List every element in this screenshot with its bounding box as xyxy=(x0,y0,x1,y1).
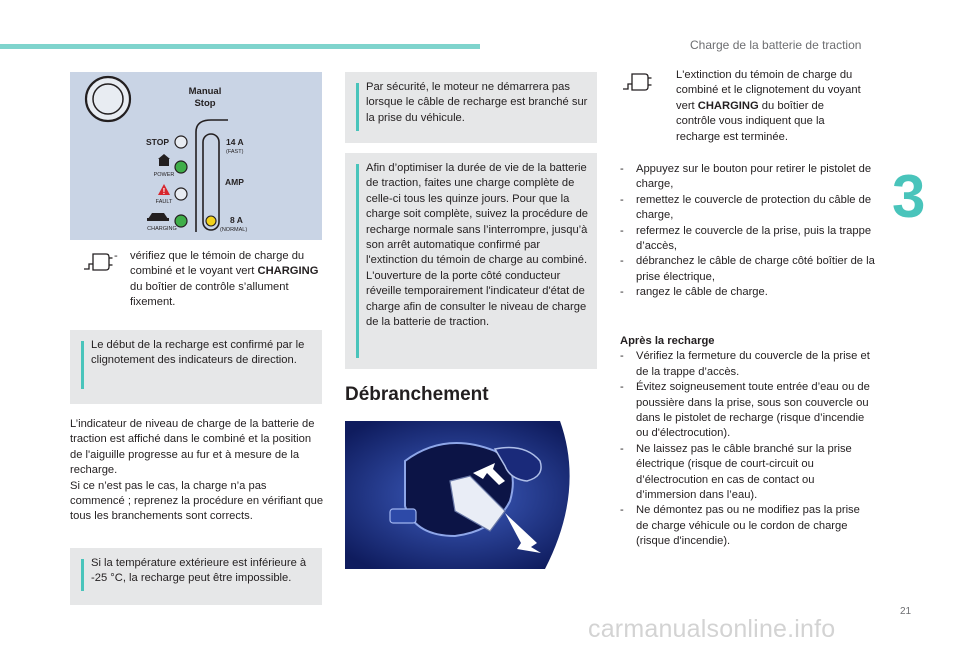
list-item: - Appuyez sur le bouton pour retirer le pistolet de charge, xyxy=(620,163,872,191)
chapter-number: 3 xyxy=(892,163,926,230)
stop-label: STOP xyxy=(146,137,169,147)
list-item: - rangez le câble de charge. xyxy=(620,286,768,299)
note-charge-confirmed: Le début de la recharge est confirmé par le clignotement des indicateurs de direction. xyxy=(70,330,322,404)
unplug-steps-list xyxy=(620,162,875,301)
list-item: - débranchez le câble de charge côté boîtier de la prise électrique, xyxy=(620,255,875,283)
fast-label: (FAST) xyxy=(226,149,244,155)
bullet-dash: - xyxy=(114,250,118,262)
list-item: - remettez le couvercle de protection du câble de charge, xyxy=(620,193,872,222)
plug-icon xyxy=(83,252,113,272)
charge-complete-text: L'extinction du témoin de charge du combiné et le clignotement du voyant vert CHARGING du boîtier de contrôle vous indiquent que la recharge est terminée. xyxy=(676,69,861,143)
list-item: - Ne laissez pas le câble branché sur la prise électrique (risque de court-circuit ou d’électrocution en cas de contact ou d’immersion dans l’eau). xyxy=(620,442,852,502)
power-led xyxy=(175,161,187,173)
section-heading-debranchement: Débranchement xyxy=(345,384,489,405)
check-charging-step: - vérifiez que le témoin de charge du combiné et le voyant vert CHARGING du boîtier de contrôle s’allument fixement. xyxy=(114,249,319,311)
normal-label: (NORMAL) xyxy=(220,227,248,233)
charge-level-paragraph: L’indicateur de niveau de charge de la batterie de traction est affiché dans le combiné et la position de l'aiguille progresse au fur et à mesure de la recharge. Si ce n’est pas le cas, la charge n’a pas commencé ; reprenez la procédure en vérifiant que tous les branchements sont corrects. xyxy=(70,418,324,523)
charging-control-box-illustration xyxy=(70,72,322,240)
manual-label: Manual xyxy=(188,86,222,97)
charging-label: CHARGING xyxy=(147,226,177,232)
amp-14-label: 14 A xyxy=(226,137,244,147)
note-battery-lifespan: Afin d’optimiser la durée de vie de la batterie de traction, faites une charge complète de celle-ci tous les quinze jours. Pour que la charge soit complète, suivez la procédure de recharge normale sans l’interrompre, jusqu’à son arrêt automatique confirmé par l'extinction du témoin de charge au combiné. L'ouverture de la porte côté conducteur réveille temporairement l'indicateur d'état de charge afin de consulter le niveau de charge de la batterie de traction. xyxy=(345,153,597,369)
list-item: - Vérifiez la fermeture du couvercle de la prise et de la trappe d’accès. xyxy=(620,350,870,378)
watermark: carmanualsonline.info xyxy=(588,615,836,643)
power-label: POWER xyxy=(153,172,175,178)
amp-selector-led xyxy=(206,216,216,226)
fault-led xyxy=(175,188,187,200)
charging-led xyxy=(175,215,187,227)
charging-car-icon xyxy=(147,213,169,221)
page-header-title: Charge de la batterie de traction xyxy=(690,38,862,52)
amp-8-label: 8 A xyxy=(230,215,243,225)
plug-icon xyxy=(622,72,652,92)
list-item: - refermez le couvercle de la prise, puis la trappe d’accès, xyxy=(620,224,872,253)
note-safety-engine: Par sécurité, le moteur ne démarrera pas lorsque le câble de recharge est branché sur la prise du véhicule. xyxy=(345,72,597,143)
stop-label-2: Stop xyxy=(194,98,216,109)
fault-warning-icon xyxy=(158,184,170,196)
page-number: 21 xyxy=(900,606,912,617)
list-item: - Évitez soigneusement toute entrée d’eau ou de poussière dans la prise, sous son couvercle ou dans le pistolet de recharge (risque d’incendie ou d'électrocution). xyxy=(620,381,870,440)
power-house-icon xyxy=(158,154,170,166)
amp-label: AMP xyxy=(225,177,244,187)
after-charge-title: Après la recharge xyxy=(620,335,715,347)
list-item: - Ne démontez pas ou ne modifiez pas la prise de charge véhicule ou le cordon de charge (risque d'incendie). xyxy=(620,504,860,548)
unplugging-photo xyxy=(345,421,597,569)
header-accent-bar xyxy=(0,44,480,49)
fault-label: FAULT xyxy=(155,199,173,205)
svg-text:!: ! xyxy=(162,187,166,196)
note-temperature: Si la température extérieure est inférieure à -25 °C, la recharge peut être impossible. xyxy=(70,548,322,605)
after-charge-section xyxy=(620,334,875,550)
